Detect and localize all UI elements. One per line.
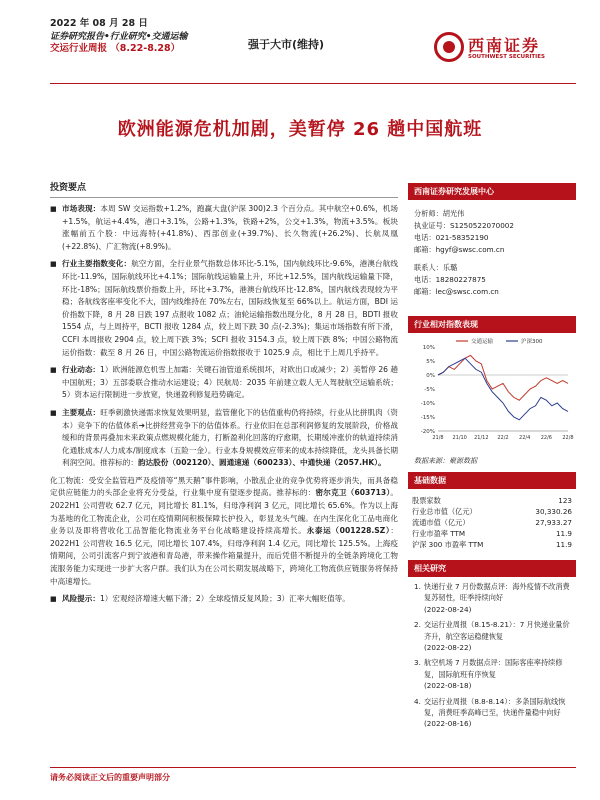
related-item-title: 航空机场 7 月数据点评：国际客座率持续修复，国际航班有序恢复 — [424, 658, 563, 679]
related-item — [408, 657, 576, 691]
related-item-number: 2. — [414, 620, 421, 630]
summary-paragraphs — [50, 203, 398, 606]
summary-paragraph — [50, 407, 398, 470]
x-tick-label: 22/4 — [519, 435, 531, 441]
paragraph-label: 风险提示： — [62, 594, 100, 604]
related-item-title: 交运行业周报（8.15-8.21）：7 月快递业量价齐升，航空客运稳健恢复 — [424, 620, 570, 641]
paragraph-text: 1）欧洲能源危机雪上加霜：关键石油管道系统损坏，对欧出口或减少；2）美暂停 26 趟中国航班；3）五部委联合推动水运建设；4）民航局：2035 年前建立载人无人驾驶航空运输系统；5）资本运行限制进一步放宽，快递盈利修复趋势确定。 — [62, 365, 398, 400]
basic-data-key: 股票家数 — [412, 496, 441, 505]
report-title: 欧洲能源危机加剧，美暂停 26 趟中国航班 — [117, 119, 483, 140]
x-tick-label: 21/8 — [432, 435, 444, 441]
summary-paragraph — [50, 203, 398, 253]
y-tick-label: -10% — [420, 401, 435, 407]
chart-svg — [408, 333, 576, 448]
related-research-panel — [408, 560, 576, 730]
related-item-title: 快递行业 7 月份数据点评：海外疫情不改消费复苏韧性，旺季持续向好 — [424, 582, 570, 603]
summary-paragraph — [50, 593, 398, 606]
related-item — [408, 696, 576, 730]
logo-text-en: SOUTHWEST SECURITIES — [468, 54, 545, 60]
relative-index-chart — [408, 333, 576, 448]
performance-heading: 行业相对指数表现 — [408, 316, 576, 333]
series-line-2 — [438, 358, 568, 420]
related-item-number: 1. — [414, 582, 421, 591]
paragraph-label: 市场表现： — [62, 204, 101, 213]
basic-data-value: 27,933.27 — [535, 518, 572, 527]
summary-paragraph — [50, 475, 398, 588]
basic-data-value: 11.9 — [555, 529, 572, 538]
logo-text-cn: 西南证券 — [468, 36, 541, 55]
related-item-date: (2022-08-16) — [424, 719, 472, 729]
basic-data-row — [408, 506, 576, 517]
basic-data-key: 行业总市值（亿元） — [412, 507, 477, 516]
x-tick-label: 22/8 — [562, 435, 574, 441]
y-tick-label: 5% — [426, 359, 435, 365]
analyst-info — [408, 200, 576, 298]
paragraph-text: 1）宏观经济增速大幅下滑；2）全球疫情反复风险；3）汇率大幅贬值等。 — [99, 594, 350, 604]
company-logo — [434, 30, 574, 70]
industry-rating: 强于大市(维持) — [248, 38, 325, 51]
basic-data-value: 30,330.26 — [535, 507, 572, 516]
basic-data-panel — [408, 472, 576, 550]
report-date: 2022 年 08 月 28 日 — [50, 18, 148, 29]
analyst-row: 邮箱：lec@swsc.com.cn — [414, 287, 499, 296]
basic-data-row — [408, 528, 576, 539]
logo-mark-icon — [434, 32, 464, 62]
summary-paragraph — [50, 258, 398, 359]
chart-source: 数据来源：聚源数据 — [414, 457, 477, 465]
analyst-row: 联系人：乐璐 — [414, 263, 458, 272]
related-item-date: (2022-08-22) — [424, 643, 472, 653]
report-meta — [50, 18, 188, 56]
analyst-row: 电话：021-58352190 — [414, 233, 489, 242]
basic-data-row — [408, 539, 576, 550]
paragraph-highlight: 密尔克卫（603713） — [315, 488, 391, 498]
related-item-number: 4. — [414, 696, 421, 706]
related-item-title: 交运行业周报（8.8-8.14）：多条国际航线恢复，消费旺季高峰已至，快递件量稳中向好 — [424, 696, 566, 718]
paragraph-text: ：2022H1 公司营收 16.5 亿元，同比增长 107.4%，归母净利润 1.4 亿元，同比增长 125.5%。上海疫情期间，公司引流客户到宁波港和青岛港，带来操作箱量提升，而后凭借不断提升的全链条跨境化工物流服务能力实现进一步扩大客户群。我们认为在公司长期发展战略下，跨境化工物流供应链服务将保持中高速增长。 — [50, 526, 398, 586]
x-tick-label: 21/10 — [452, 435, 467, 441]
report-category: 证券研究报告•行业研究•交通运输 — [50, 31, 188, 42]
analyst-row: 邮箱：hgyf@swsc.com.cn — [414, 245, 505, 254]
basic-data-key: 流通市值（亿元） — [412, 518, 470, 527]
legend-label: 交通运输 — [471, 339, 494, 345]
paragraph-label: 行业动态： — [62, 365, 101, 375]
y-tick-label: -15% — [420, 415, 435, 421]
report-name: 交运行业周报 （8.22-8.28） — [50, 43, 181, 54]
related-item-date: (2022-08-18) — [424, 681, 472, 691]
x-tick-label: 22/2 — [497, 435, 509, 441]
analyst-heading: 西南证券研究发展中心 — [408, 183, 576, 200]
related-item-date: (2022-08-24) — [424, 604, 472, 614]
analyst-panel — [408, 183, 576, 298]
main-column — [50, 180, 398, 611]
summary-paragraph — [50, 364, 398, 402]
footer-divider — [50, 767, 576, 768]
paragraph-text: 化工物流：受安全监管趋严及疫情等“黑天鹅”事件影响，小散乱企业的竞争优势将逐步消失，而具备稳定供应链能力的头部企业将充分受益，行业集中度有望逐步提高。推荐标的： — [50, 475, 398, 498]
paragraph-label: 行业主要指数变化： — [62, 259, 132, 269]
footer-disclaimer: 请务必阅读正文后的重要声明部分 — [50, 773, 170, 782]
paragraph-text: 本周 SW 交运指数+1.2%，跑赢大盘(沪深 300)2.3 个百分点。其中航空+0.6%，机场+1.5%，航运+4.4%，港口+3.1%，公路+1.3%，铁路+2%，公交+1.3%，物流+3.5%。板块涨幅前五个股：中远海特(+41.8%)、西部创业(+39.7%)、长久物流(+26.2%)、长航凤凰(+22.8%)、广汇物流(+8.9%)。 — [62, 204, 399, 251]
basic-data-key: 行业市盈率 TTM — [412, 529, 466, 538]
summary-divider — [50, 197, 398, 198]
related-research-list — [408, 581, 576, 730]
paragraph-text: 。2022H1 公司营收 62.7 亿元，同比增长 81.1%，归母净利润 3 亿元，同比增长 65.6%。作为以上海为基地的化工物流企业，公司在疫情期间积极保障长护投入，彰显龙头气魄。在内生深化化工品电商化业务以及即将营收化工品智能化物流业务平台化战略建设持续高增长。 — [50, 488, 399, 536]
basic-data-value: 11.9 — [555, 540, 572, 549]
related-item — [408, 581, 576, 615]
analyst-row: 执业证号：S1250522070002 — [414, 221, 514, 230]
basic-data-table — [408, 495, 576, 550]
performance-panel — [408, 316, 576, 466]
basic-data-value: 123 — [558, 496, 572, 505]
basic-data-heading: 基础数据 — [408, 472, 576, 489]
y-tick-label: -20% — [420, 429, 435, 435]
related-item — [408, 619, 576, 653]
x-tick-label: 21/12 — [474, 435, 489, 441]
y-tick-label: -5% — [424, 387, 435, 393]
paragraph-text: 旺季刺激快递需求恢复效果明显，监管催化下的估值重构仍将持续，行业从比拼肌肉（资本）竞争下的估值体系➔比拼经营竞争下的估值体系。行业依旧在总部利润修复的发展阶段，价格战缓和的背景再叠加未来政策点燃规模化能力，打断盈利化回落的疗愈期，长期缓冲涨价的轨道持续消化通胀成本/人力成本/制度成本（五险一金）。行业本身规模效应带来的成本持续降低，龙头具备长期利润空间。推荐标的： — [62, 407, 398, 468]
legend-label: 沪深300 — [521, 339, 543, 345]
related-research-heading: 相关研究 — [408, 560, 576, 577]
related-item-number: 3. — [414, 658, 421, 668]
header-divider — [50, 83, 576, 84]
y-tick-label: 0% — [426, 373, 435, 379]
paragraph-label: 主要观点： — [62, 407, 101, 417]
analyst-row: 电话：18280227875 — [414, 275, 486, 284]
basic-data-row — [408, 517, 576, 528]
y-tick-label: 10% — [422, 345, 435, 351]
paragraph-highlight: 永泰运（001228.SZ） — [306, 526, 391, 536]
paragraph-text: 航空方面，全行业景气指数总体环比-5.1%，国内航线环比-9.6%，港澳台航线环比-11.9%，国际航线环比+4.1%；国际航线运输量上升，环比+12.5%，国内航线运输量下降，环比-18%；国际航线票价指数上升，环比+3.7%，港澳台航线环比-12.8%，国内航线表现较为平稳；各航线客座率变化不大，国内线维持在 70%左右，国际线恢复至 66%以上。航运方面，BDI 运价指数下降，8 月 28 日跌 197 点报收 1082 点；油轮运输指数出现分化，8 月 28 日，BDTI 报收 1554 点，与上周持平，BCTI 报收 1284 点，较上周下跌 30 点(-2.3%)；集运市场指数有所下滑，CCFI 本周报收 2904 点，较上周下跌 3%；SCFI 报收 3154.3 点，较上周下跌 8%；中国公路物流运价指数：截至 8 月 26 日，中国公路物流运价指数报收于 1025.9 点，相比于上周几乎持平。 — [62, 259, 399, 357]
analyst-row: 分析师：胡光伟 — [414, 209, 465, 218]
paragraph-highlight: 韵达股份（002120）、圆通速递（600233）、中通快递（2057.HK）。 — [137, 458, 386, 468]
summary-heading: 投资要点 — [50, 183, 87, 193]
basic-data-row — [408, 495, 576, 506]
basic-data-key: 沪深 300 市盈率 TTM — [412, 540, 484, 549]
x-tick-label: 22/6 — [540, 435, 552, 441]
